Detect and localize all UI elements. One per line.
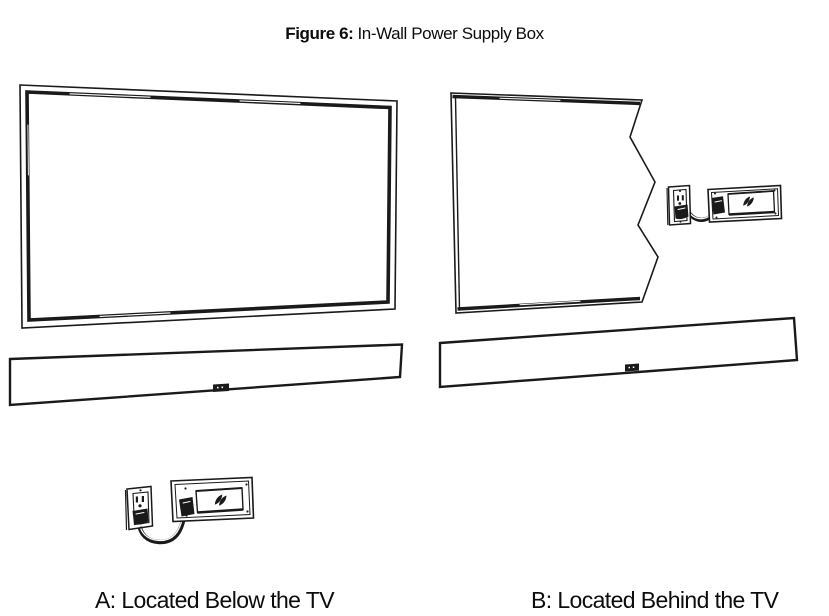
panel-a bbox=[10, 85, 402, 542]
power-supply-box-b bbox=[708, 186, 782, 223]
soundbar-b-logo bbox=[625, 364, 639, 372]
soundbar-b bbox=[440, 318, 797, 387]
tv-a-bezel bbox=[27, 92, 390, 320]
outlet-a-ground-hole bbox=[138, 504, 141, 507]
outlet-b-slot-right bbox=[682, 195, 684, 200]
outlet-assembly-b bbox=[667, 186, 782, 226]
box-b-plug bbox=[712, 196, 726, 214]
soundbar-a-logo bbox=[213, 384, 229, 393]
wall-outlet-b bbox=[667, 186, 691, 226]
tv-a bbox=[20, 85, 397, 328]
outlet-b-ground-hole bbox=[678, 202, 681, 205]
outlet-b-plug bbox=[675, 205, 689, 220]
figure-title bbox=[0, 23, 829, 44]
tv-b-cutaway bbox=[451, 93, 658, 313]
tv-b-outline bbox=[451, 93, 658, 313]
outlet-a-slot-right bbox=[142, 496, 144, 502]
box-b-screw bbox=[716, 217, 718, 219]
box-a-screw bbox=[245, 483, 247, 485]
outlet-a-screw-top bbox=[139, 489, 141, 491]
box-a-plug bbox=[179, 497, 195, 517]
outlet-b-slot-left bbox=[677, 196, 679, 201]
outlet-b-screw-top bbox=[679, 190, 681, 192]
box-b-screw bbox=[775, 213, 777, 215]
box-a-screw bbox=[184, 487, 186, 489]
wall-outlet-a bbox=[126, 487, 153, 531]
soundbar-a bbox=[10, 345, 402, 406]
caption-panel-a: A: Located Below the TV bbox=[95, 587, 334, 613]
caption-panel-b: B: Located Behind the TV bbox=[531, 587, 779, 613]
outlet-assembly-a bbox=[126, 478, 254, 543]
power-supply-box-a bbox=[171, 478, 254, 522]
outlet-a-plug bbox=[133, 509, 149, 525]
box-b-screw bbox=[774, 190, 776, 192]
box-a-screw bbox=[246, 510, 248, 512]
figure-name: In-Wall Power Supply Box bbox=[357, 24, 544, 43]
box-b-screw bbox=[714, 193, 716, 195]
panel-b bbox=[440, 93, 797, 387]
soundbar-a-body bbox=[10, 345, 402, 406]
soundbar-b-body bbox=[440, 318, 797, 387]
outlet-a-slot-left bbox=[136, 497, 138, 503]
figure-label: Figure 6: bbox=[285, 24, 354, 43]
